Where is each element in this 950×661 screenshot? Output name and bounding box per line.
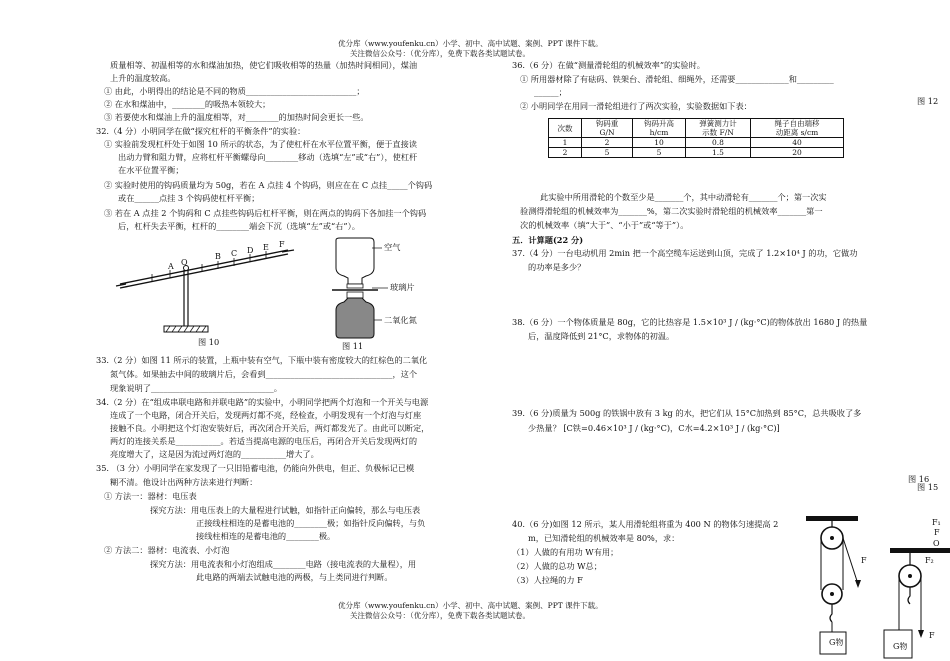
q31-sub1: ① 由此，小明得出的结论是不同的物质___________________________； <box>104 86 365 96</box>
q34-d: 两灯的连接关系是___________。若适当提高电源的电压后，再闭合开关后发现两灯的 <box>110 436 418 446</box>
q32-c: 在水平位置平衡； <box>118 165 184 175</box>
table-cell: 10 <box>633 138 686 148</box>
table-header: 次数 <box>549 119 582 138</box>
table-cell: 0.8 <box>686 138 751 148</box>
q32-f: ③ 若在 A 点挂 2 个钩码和 C 点挂些钩码后杠杆平衡，则在两点的钩码下各加挂一个钩码 <box>104 208 427 218</box>
q36-d: 此实验中所用滑轮的个数至少是_______个，其中动滑轮有_______个；第一次实 <box>540 192 827 202</box>
method1-c: 接线柱相连的是蓄电池的________极。 <box>196 531 336 541</box>
q33-a: 33.（2 分）如图 11 所示的装置，上瓶中装有空气，下瓶中装有密度较大的红棕色的二氧化 <box>96 355 428 365</box>
force-f-label: F <box>934 528 940 537</box>
glass-label: 玻璃片 <box>390 282 415 292</box>
q40-b: m，已知滑轮组的机械效率是 80%，求： <box>528 533 680 543</box>
q34-b: 连成了一个电路，闭合开关后，发现两灯都不亮，经检查，小明发现有一个灯泡与灯座 <box>110 410 422 420</box>
lever-label-f: F <box>279 240 285 249</box>
q40-d: （2）人做的总功 W总； <box>512 561 602 571</box>
table-header: 绳子自由端移 动距离 s/cm <box>751 119 844 138</box>
table-cell: 2 <box>582 138 633 148</box>
q36-c: ② 小明同学在用同一滑轮组进行了两次实验，实验数据如下表： <box>520 101 752 111</box>
table-cell: 1.5 <box>686 148 751 158</box>
q33-b: 氮气体。如果抽去中间的玻璃片后，会看到_______________________________，这个 <box>110 369 418 379</box>
header-line1: 优分库（www.youfenku.cn）小学、初中、高中试题、案例、PPT 课件下载。 <box>338 39 603 48</box>
table-cell: 5 <box>582 148 633 158</box>
lever-label-b: B <box>215 252 221 261</box>
load-g-label-2: G物 <box>893 642 908 651</box>
fig11-caption: 图 11 <box>342 341 364 351</box>
table-header: 弹簧测力计 示数 F/N <box>686 119 751 138</box>
q39-b: 少热量？ [C铁=0.46×10³ J / (kg·°C)，C水=4.2×10³ J / (kg·°C)] <box>528 423 780 433</box>
pulley-figure-15 <box>880 544 950 661</box>
q39-a: 39.（6 分)质量为 500g 的铁锅中放有 3 kg 的水，把它们从 15°C加热到 85°C，总共吸收了多 <box>512 408 862 418</box>
q35-a: 35. （3 分）小明同学在家发现了一只旧铅蓄电池，仍能向外供电，但正、负极标记已模 <box>96 463 415 473</box>
method1-a: 探究方法：用电压表上的大量程进行试触，如指针正向偏转，那么与电压表 <box>150 505 421 515</box>
q38-b: 后，温度降低到 21°C，求物体的初温。 <box>528 331 675 341</box>
force-f1-label: F₁ <box>932 518 941 527</box>
table-cell: 40 <box>751 138 844 148</box>
q32-e: 或在______点挂 3 个钩码使杠杆平衡； <box>118 193 260 203</box>
table-row <box>549 138 844 148</box>
q35-b: 糊不清。他设计出两种方法来进行判断： <box>110 477 258 487</box>
air-label: 空气 <box>384 242 401 252</box>
fig15-caption: 图 15 <box>917 482 939 492</box>
q34-e: 亮度增大了，这是因为流过两灯泡的___________增大了。 <box>110 449 319 459</box>
section-calc: 五．计算题(22 分) <box>512 235 584 245</box>
q32-b: 出动力臂和阻力臂，应将杠杆平衡螺母向________移动（选填“左”或“右”），使杠杆 <box>118 152 418 162</box>
ceiling-2 <box>890 548 950 553</box>
q34-a: 34.（2 分）在“组成串联电路和并联电路”的实验中，小明同学把两个灯泡和一个开关与电源 <box>96 397 429 407</box>
method2-a: 探究方法：用电流表和小灯泡组成________电路（接电流表的大量程），用 <box>150 559 417 569</box>
method1-b: 正接线柱相连的是蓄电池的________极；如指针反向偏转，与负 <box>196 518 426 528</box>
q36-e: 验测得滑轮组的机械效率为_______%，第二次实验时滑轮组的机械效率_______第一 <box>520 206 823 216</box>
lever-label-c: C <box>231 249 238 258</box>
q32-title: 32.（4 分）小明同学在做“探究杠杆的平衡条件”的实验： <box>96 126 306 136</box>
q31-text-2: 上升的温度较高。 <box>110 73 176 83</box>
fig16-caption: 图 16 <box>908 474 930 484</box>
lever-label-d: D <box>247 246 254 255</box>
lever-beam <box>120 250 288 288</box>
air-bottle <box>336 238 374 284</box>
lever-label-e: E <box>263 243 269 252</box>
q32-g: 后，杠杆失去平衡，杠杆的________端会下沉（选填“左”或“右”）。 <box>118 221 360 231</box>
pull-rope <box>843 538 858 584</box>
table-header-row <box>549 119 844 138</box>
experiment-table <box>548 118 844 158</box>
fig12-caption: 图 12 <box>917 96 939 106</box>
q37-b: 的功率是多少？ <box>528 262 586 272</box>
table-cell: 20 <box>751 148 844 158</box>
q31-sub3: ③ 若要使水和煤油上升的温度相等，对________的加热时间会更长一些。 <box>104 112 369 122</box>
method2: ② 方法二：器材：电流表、小灯泡 <box>104 545 230 555</box>
q40-a: 40.（6 分)如图 12 所示，某人用滑轮组将重为 400 N 的物体匀速提高 2 <box>512 519 779 529</box>
fig10-caption: 图 10 <box>198 337 220 347</box>
q40-e: （3）人拉绳的力 F <box>512 575 583 585</box>
q36-a: ① 所用器材除了有砝码、铁架台、滑轮组、细绳外，还需要_____________和_________ <box>520 74 834 84</box>
q33-c: 现象说明了______________________________。 <box>110 383 282 393</box>
lever-label-a: A <box>168 262 174 271</box>
table-cell: 1 <box>549 138 582 148</box>
table-header: 钩码升高 h/cm <box>633 119 686 138</box>
q36-f: 次的机械效率（填“大于”、“小于”或“等于”）。 <box>520 220 689 230</box>
method2-b: 此电路的两端去试触电池的两极，与上类同进行判断。 <box>196 572 393 582</box>
lever-figure <box>112 236 302 340</box>
header-line2: 关注微信公众号：（优分库），免费下载各类试题试卷。 <box>350 49 530 58</box>
q37-a: 37.（4 分）一台电动机用 2min 把一个高空缆车运送到山顶，完成了 1.2×10⁴ J 的功，它做功 <box>512 248 858 258</box>
table-row <box>549 148 844 158</box>
footer-line2: 关注微信公众号：（优分库），免费下载各类试题试卷。 <box>350 611 530 620</box>
fig12-force-label: F <box>861 556 867 565</box>
table-cell: 5 <box>633 148 686 158</box>
q36-title: 36.（6 分）在做“测量滑轮组的机械效率”的实验时。 <box>512 60 705 70</box>
lever-label-o: O <box>181 258 188 267</box>
fig15-force-label: F <box>929 631 935 640</box>
force-f2-label: F₂ <box>925 556 934 565</box>
q40-c: （1）人做的有用功 W有用； <box>512 547 619 557</box>
q34-c: 接触不良。小明把这个灯泡安装好后，再次闭合开关后，两灯都发光了。由此可以断定， <box>110 423 430 433</box>
q38-a: 38.（6 分）一个物体质量是 80g，它的比热容是 1.5×10³ J / (kg·°C)的物体放出 1680 J 的热量 <box>512 317 868 327</box>
no2-bottle <box>336 298 374 338</box>
q31-sub2: ② 在水和煤油中，________的吸热本领较大； <box>104 99 271 109</box>
load-g-label: G物 <box>829 638 844 647</box>
table-header: 钩码重 G/N <box>582 119 633 138</box>
method1: ① 方法一：器材：电压表 <box>104 491 197 501</box>
force-arrow-2 <box>918 630 924 638</box>
ceiling <box>806 516 858 521</box>
force-arrow <box>855 580 861 588</box>
pivot-o-label: O <box>933 539 940 548</box>
table-cell: 2 <box>549 148 582 158</box>
no2-label: 二氧化氮 <box>384 315 417 325</box>
q32-a: ① 实验前发现杠杆处于如图 10 所示的状态，为了使杠杆在水平位置平衡，便于直接读 <box>104 139 417 149</box>
q36-b: ______； <box>534 87 567 97</box>
q32-d: ② 实验时使用的钩码质量均为 50g，若在 A 点挂 4 个钩码，则应在在 C 点挂_____个钩码 <box>104 180 433 190</box>
footer-line1: 优分库（www.youfenku.cn）小学、初中、高中试题、案例、PPT 课件下载。 <box>338 601 603 610</box>
q31-text-1: 质量相等、初温相等的水和煤油加热，使它们吸收相等的热量（加热时间相同），煤油 <box>110 60 418 70</box>
